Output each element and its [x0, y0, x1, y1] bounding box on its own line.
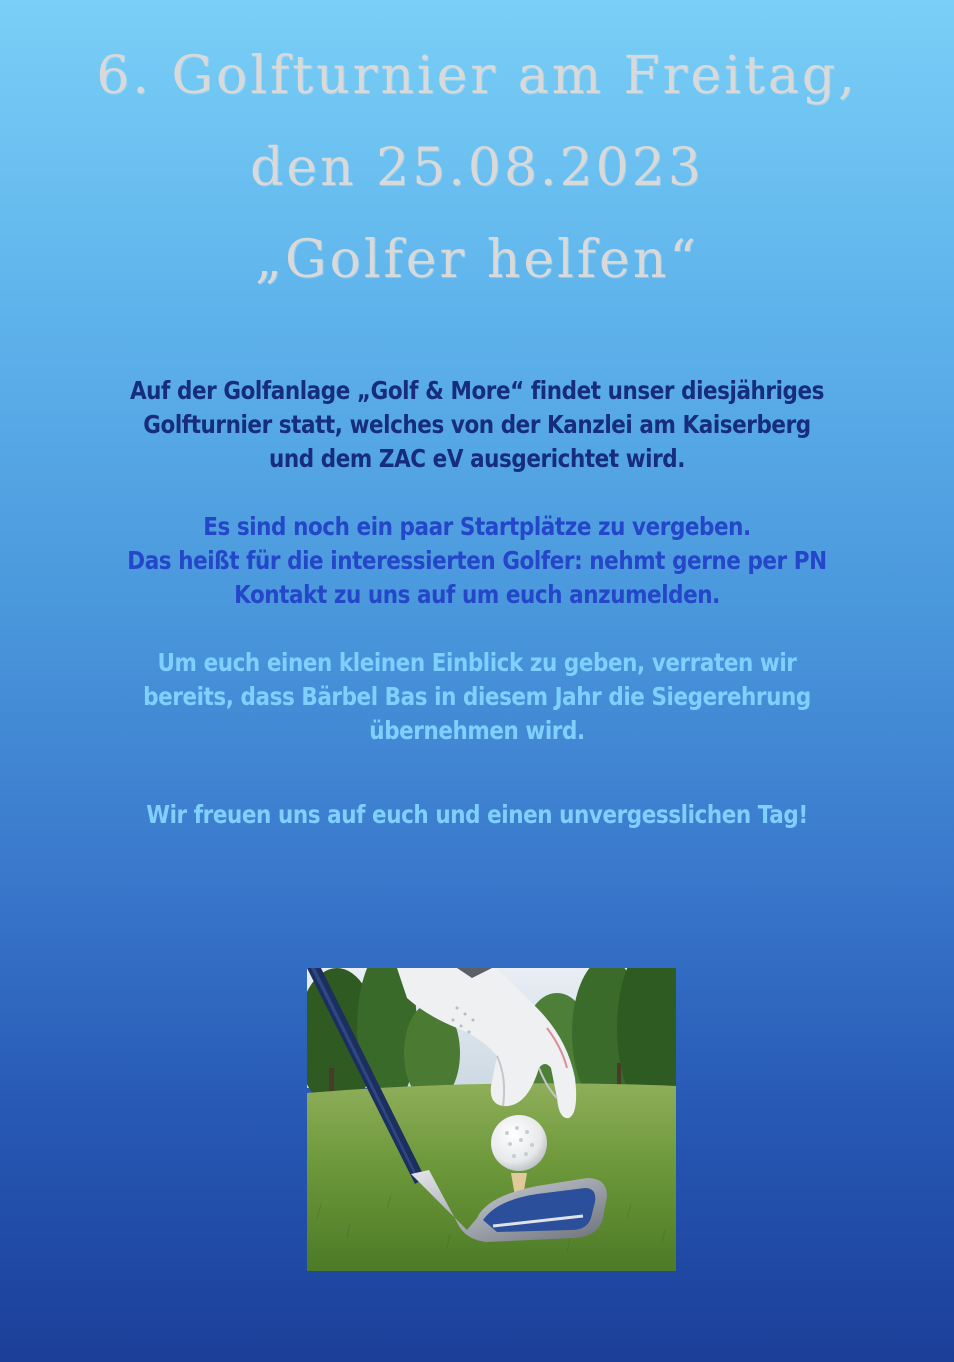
registration-line-2: Das heißt für die interessierten Golfer: nehmt gerne per PN — [127, 546, 827, 575]
award-paragraph — [118, 646, 835, 748]
intro-line-2: Golfturnier statt, welches von der Kanzlei am Kaiserberg — [143, 410, 811, 439]
title-line-3: „Golfer helfen“ — [255, 230, 699, 290]
award-line-3: übernehmen wird. — [369, 716, 585, 745]
intro-paragraph — [118, 374, 835, 476]
golf-photo — [307, 968, 676, 1271]
closing-paragraph — [118, 798, 835, 832]
award-line-2: bereits, dass Bärbel Bas in diesem Jahr die Siegerehrung — [143, 682, 811, 711]
intro-line-1: Auf der Golfanlage „Golf & More“ findet unser diesjähriges — [129, 376, 825, 405]
award-line-1: Um euch einen kleinen Einblick zu geben, verraten wir — [157, 648, 797, 677]
registration-line-3: Kontakt zu uns auf um euch anzumelden. — [234, 580, 720, 609]
registration-paragraph — [118, 510, 835, 612]
title-line-2: den 25.08.2023 — [250, 138, 704, 198]
intro-line-3: und dem ZAC eV ausgerichtet wird. — [269, 444, 685, 473]
flyer-title — [0, 30, 954, 306]
title-line-1: 6. Golfturnier am Freitag, — [96, 46, 858, 106]
closing-line-1: Wir freuen uns auf euch und einen unvergesslichen Tag! — [146, 800, 808, 829]
registration-line-1: Es sind noch ein paar Startplätze zu vergeben. — [203, 512, 751, 541]
